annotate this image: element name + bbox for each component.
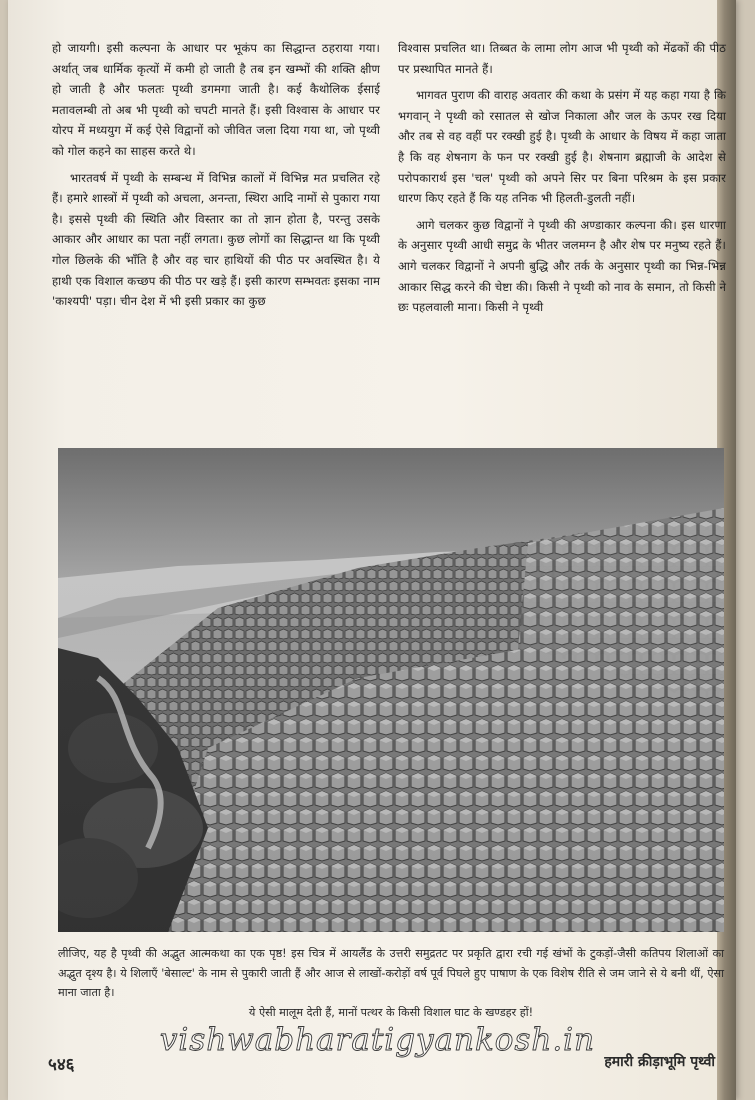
left-paragraph-2: भारतवर्ष में पृथ्वी के सम्बन्ध में विभिन्न कालों में विभिन्न मत प्रचलित रहे हैं। हमारे शास्त्रों में पृथ्वी को अचला, अनन्ता, स्थिरा आदि नामों से पुकारा गया है। इससे पृथ्वी की स्थिति और विस्तार का तो ज्ञान होता है, परन्तु उसके आकार और आधार का पता नहीं लगता। कुछ लोगों का सिद्धान्त था कि पृथ्वी गोल छिलके की भाँति है और वह चार हाथियों की पीठ पर अवस्थित है। ये हाथी एक विशाल कच्छप की पीठ पर खड़े हैं। इसी कारण सम्भवतः इसका नाम 'काश्यपी' पड़ा। चीन देश में भी इसी प्रकार का कुछ <box>52 170 380 309</box>
left-paragraph-1: हो जायगी। इसी कल्पना के आधार पर भूकंप का सिद्धान्त ठहराया गया। अर्थात् जब धार्मिक कृत्यों में कमी हो जाती है तब इन खम्भों की शक्ति क्षीण हो जाती है और फलतः पृथ्वी डगमगा जाती है। कई कैथोलिक ईसाई मतावलम्बी तो अब भी पृथ्वी को चपटी मानते हैं। इसी विश्वास के आधार पर योरप में मध्ययुग में कई ऐसे विद्वानों को जीवित जला दिया गया था, जो पृथ्वी को गोल कहने का साहस करते थे। <box>52 41 380 158</box>
right-paragraph-1: विश्वास प्रचलित था। तिब्बत के लामा लोग आज भी पृथ्वी को मेंढकों की पीठ पर प्रस्थापित मानते हैं। <box>398 41 726 76</box>
running-title: हमारी क्रीड़ाभूमि पृथ्वी <box>604 1054 715 1070</box>
caption-closing-line: ये ऐसी मालूम देती हैं, मानों पत्थर के किसी विशाल घाट के खण्डहर हों! <box>248 1005 534 1019</box>
giants-causeway-photo <box>58 448 724 932</box>
photo-caption <box>58 944 724 1022</box>
left-text-column <box>52 38 380 312</box>
site-watermark: vishwabharatigyankosh.in <box>159 1022 596 1058</box>
right-text-column <box>398 38 726 318</box>
right-paragraph-2: भागवत पुराण की वाराह अवतार की कथा के प्रसंग में यह कहा गया है कि भगवान् ने पृथ्वी को रसातल से खोज निकाला और जल के ऊपर रख दिया और तब से वह वहीं पर रक्खी हुई है। पृथ्वी के आधार के विषय में कहा जाता है कि वह शेषनाग के फन पर रक्खी हुई है। शेषनाग ब्रह्माजी के आदेश से परोपकारार्थ इस 'चल' पृथ्वी को अपने सिर पर बिना परिश्रम के इस प्रकार धारण किए रहते हैं कि यह तनिक भी हिलती-डुलती नहीं। <box>398 88 726 206</box>
right-paragraph-3: आगे चलकर कुछ विद्वानों ने पृथ्वी की अण्डाकार कल्पना की। इस धारणा के अनुसार पृथ्वी आधी समुद्र के भीतर जलमग्न है और शेष पर मनुष्य रहते हैं। आगे चलकर विद्वानों ने अपनी बुद्धि और तर्क के अनुसार पृथ्वी का भिन्न-भिन्न आकार सिद्ध करने की चेष्टा की। किसी ने पृथ्वी को नाव के समान, तो किसी ने छः पहलवाली माना। किसी ने पृथ्वी <box>398 217 726 315</box>
page-number: ५४६ <box>48 1055 75 1075</box>
caption-text: लीजिए, यह है पृथ्वी की अद्भुत आत्मकथा का एक पृष्ठ! इस चित्र में आयलैंड के उत्तरी समुद्रतट पर प्रकृति द्वारा रची गई खंभों के टुकड़ों-जैसी कतिपय शिलाओं का अद्भुत दृश्य है। ये शिलाएँ 'बेसाल्ट' के नाम से पुकारी जाती हैं और आज से लाखों-करोड़ों वर्ष पूर्व पिघले हुए पाषाण के एक विशेष रीति से जम जाने से ये बनी थीं, ऐसा माना जाता है। <box>58 947 724 999</box>
